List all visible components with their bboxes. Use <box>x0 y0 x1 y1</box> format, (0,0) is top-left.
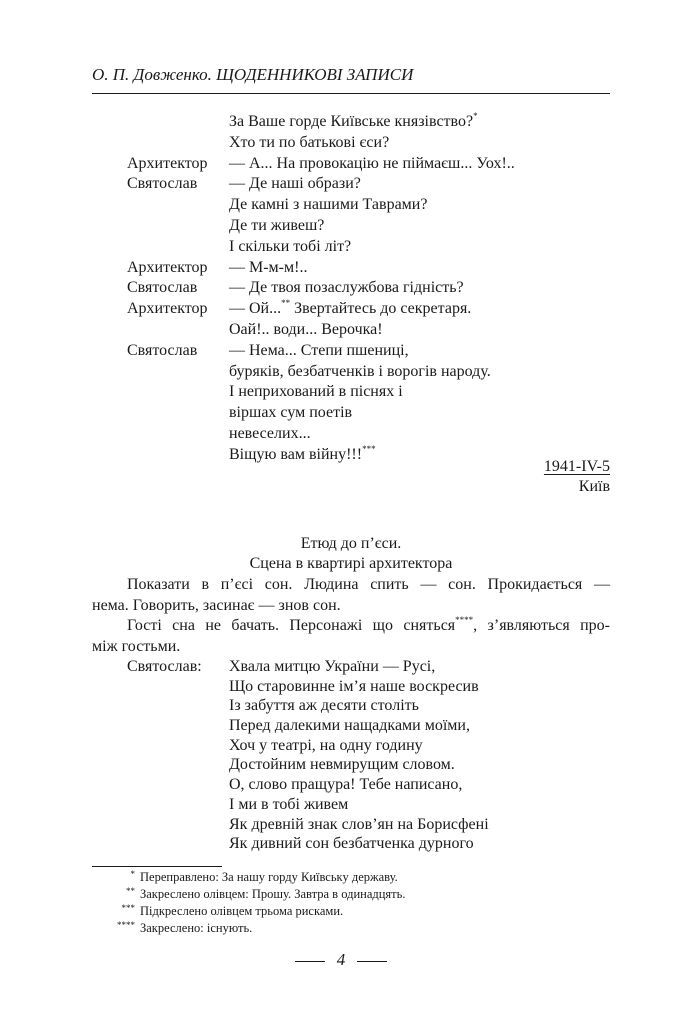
footnote-mark: * <box>130 869 135 879</box>
dialogue-text <box>229 174 361 195</box>
poem-line <box>92 815 612 835</box>
dialogue-text <box>229 320 383 341</box>
dialogue-text-part: — Нема... Степи пшениці, <box>229 341 409 359</box>
page-number <box>0 950 682 970</box>
poem-line <box>92 736 612 756</box>
footnote-text: Підкреслено олівцем трьома рисками. <box>140 904 344 918</box>
footnote-ref: *** <box>362 443 376 454</box>
prose-line: Показати в п’єсі сон. Людина спить — сон. Прокидається — <box>127 576 610 593</box>
dialogue-line <box>92 424 612 445</box>
poem-text: Із забуття аж десяти століть <box>229 697 419 715</box>
footnote-text: Закреслено олівцем: Прошу. Завтра в одинадцять. <box>140 887 406 901</box>
section-title: Етюд до п’єси. <box>300 535 402 552</box>
dialogue-line <box>92 195 612 216</box>
speaker-name: Святослав <box>127 279 198 297</box>
dialogue-line <box>92 216 612 237</box>
speaker-name: Святослав <box>127 341 198 359</box>
dialogue-text <box>229 299 471 320</box>
dialogue-text-part: — Де наші образи? <box>229 175 361 193</box>
footnote-ref: **** <box>455 615 474 625</box>
dialogue-text-part: Звертайтесь до секретаря. <box>290 300 472 318</box>
page-number-dash <box>295 961 325 962</box>
poem-text: І ми в тобі живем <box>229 795 349 813</box>
speaker-name: Архитектор <box>127 154 208 172</box>
speaker-name: Архитектор <box>127 258 208 276</box>
running-header: О. П. Довженко. ЩОДЕННИКОВІ ЗАПИСИ <box>92 65 414 84</box>
footnote-mark: **** <box>117 920 135 930</box>
dialogue-line <box>92 445 612 466</box>
dialogue-text-part: І неприхований в піснях і <box>229 383 403 401</box>
page-number-value: 4 <box>336 950 346 969</box>
poem-line <box>92 775 612 795</box>
dateline <box>544 457 610 497</box>
dialogue-line <box>92 154 612 175</box>
dialogue-line <box>92 174 612 195</box>
footnote <box>92 920 610 937</box>
dialogue-text-part: Оай!.. води... Верочка! <box>229 320 383 338</box>
dialogue-text-part: віршах сум поетів <box>229 404 353 422</box>
dialogue-text-part: невеселих... <box>229 424 311 442</box>
footnote-mark: ** <box>126 886 135 896</box>
dialogue-text-part: — Де твоя позаслужбова гідність? <box>229 279 464 297</box>
page-number-dash <box>357 961 387 962</box>
poem-text: О, слово пращура! Тебе написано, <box>229 776 463 794</box>
footnote-ref: * <box>473 111 478 121</box>
poem-line <box>92 795 612 815</box>
poem-text: Достойним невмирущим словом. <box>229 756 455 774</box>
dialogue-text <box>229 445 376 466</box>
header-rule <box>92 93 610 94</box>
footnotes <box>92 869 610 937</box>
speaker-name: Святослав <box>127 175 198 193</box>
entry-place: Київ <box>578 478 610 495</box>
dialogue-text <box>229 154 515 175</box>
dialogue-line <box>92 299 612 320</box>
prose-text: Гості сна не бачать. Персонажі що сняться <box>127 617 456 634</box>
footnote-rule <box>92 866 222 867</box>
section-subtitle: Сцена в квартирі архитектора <box>249 555 453 572</box>
prose-text: , з’являються про- <box>473 617 610 634</box>
dialogue-text-part: Де камні з нашими Таврами? <box>229 196 428 214</box>
poem-block <box>92 657 612 854</box>
footnote-ref: ** <box>281 298 291 309</box>
poem-line <box>92 834 612 854</box>
poem-text: Хоч у театрі, на одну годину <box>229 736 423 754</box>
dialogue-text <box>229 258 307 279</box>
poem-text: Як древній знак слов’ян на Борисфені <box>229 815 489 833</box>
speaker-name: Архитектор <box>127 300 208 318</box>
dialogue-line <box>92 237 612 258</box>
dialogue-text-part: Віщую вам війну!!! <box>229 445 363 463</box>
dialogue-line <box>92 133 612 154</box>
poem-line <box>92 755 612 775</box>
dialogue-block <box>92 112 612 466</box>
entry-date: 1941-IV-5 <box>543 458 610 475</box>
footnote-mark: *** <box>121 903 135 913</box>
dialogue-text <box>229 278 464 299</box>
dialogue-line <box>92 320 612 341</box>
dialogue-text <box>229 237 351 258</box>
poem-line <box>92 657 612 677</box>
dialogue-line <box>92 362 612 383</box>
dialogue-text <box>229 424 311 445</box>
prose-line: між гостьми. <box>92 637 181 655</box>
poem-line <box>92 696 612 716</box>
dialogue-line <box>92 112 612 133</box>
poem-text: Хвала митцю України — Русі, <box>229 658 436 675</box>
poem-text: Як дивний сон безбатченка дурного <box>229 835 474 853</box>
poem-line <box>92 716 612 736</box>
dialogue-text-part: Хто ти по батькові єси? <box>229 133 390 151</box>
prose-line <box>92 616 610 637</box>
dialogue-line <box>92 278 612 299</box>
dialogue-text-part: — Ой... <box>229 300 282 318</box>
prose-block <box>92 575 610 657</box>
footnote <box>92 869 610 886</box>
footnote <box>92 903 610 920</box>
dialogue-text-part: — А... На провокацію не пiймаєш... Уох!.. <box>229 154 515 172</box>
footnote <box>92 886 610 903</box>
dialogue-text <box>229 133 389 154</box>
poem-line <box>92 677 612 697</box>
poem-text: Що старовинне ім’я наше воскресив <box>229 677 479 695</box>
dialogue-text <box>229 112 478 133</box>
prose-line: нема. Говорить, засинає — знов сон. <box>92 596 341 614</box>
dialogue-text-part: За Ваше горде Київське князівство? <box>229 113 474 130</box>
dialogue-text <box>229 341 409 362</box>
footnote-text: Переправлено: За нашу горду Київську державу. <box>140 870 398 884</box>
dialogue-text <box>229 403 352 424</box>
poem-text: Перед далекими нащадками моїми, <box>229 717 470 735</box>
dialogue-text <box>229 382 403 403</box>
dialogue-text <box>229 362 491 383</box>
dialogue-text-part: буряків, безбатченків і ворогів народу. <box>229 362 491 380</box>
dialogue-line <box>92 382 612 403</box>
dialogue-text <box>229 216 324 237</box>
dialogue-line <box>92 341 612 362</box>
speaker-name: Святослав: <box>127 658 202 675</box>
dialogue-line <box>92 403 612 424</box>
footnote-text: Закреслено: існують. <box>140 921 253 935</box>
dialogue-text-part: Де ти живеш? <box>229 216 325 234</box>
dialogue-text <box>229 195 427 216</box>
dialogue-text-part: І скільки тобі літ? <box>229 237 352 255</box>
dialogue-line <box>92 258 612 279</box>
dialogue-text-part: — М-м-м!.. <box>229 258 308 276</box>
